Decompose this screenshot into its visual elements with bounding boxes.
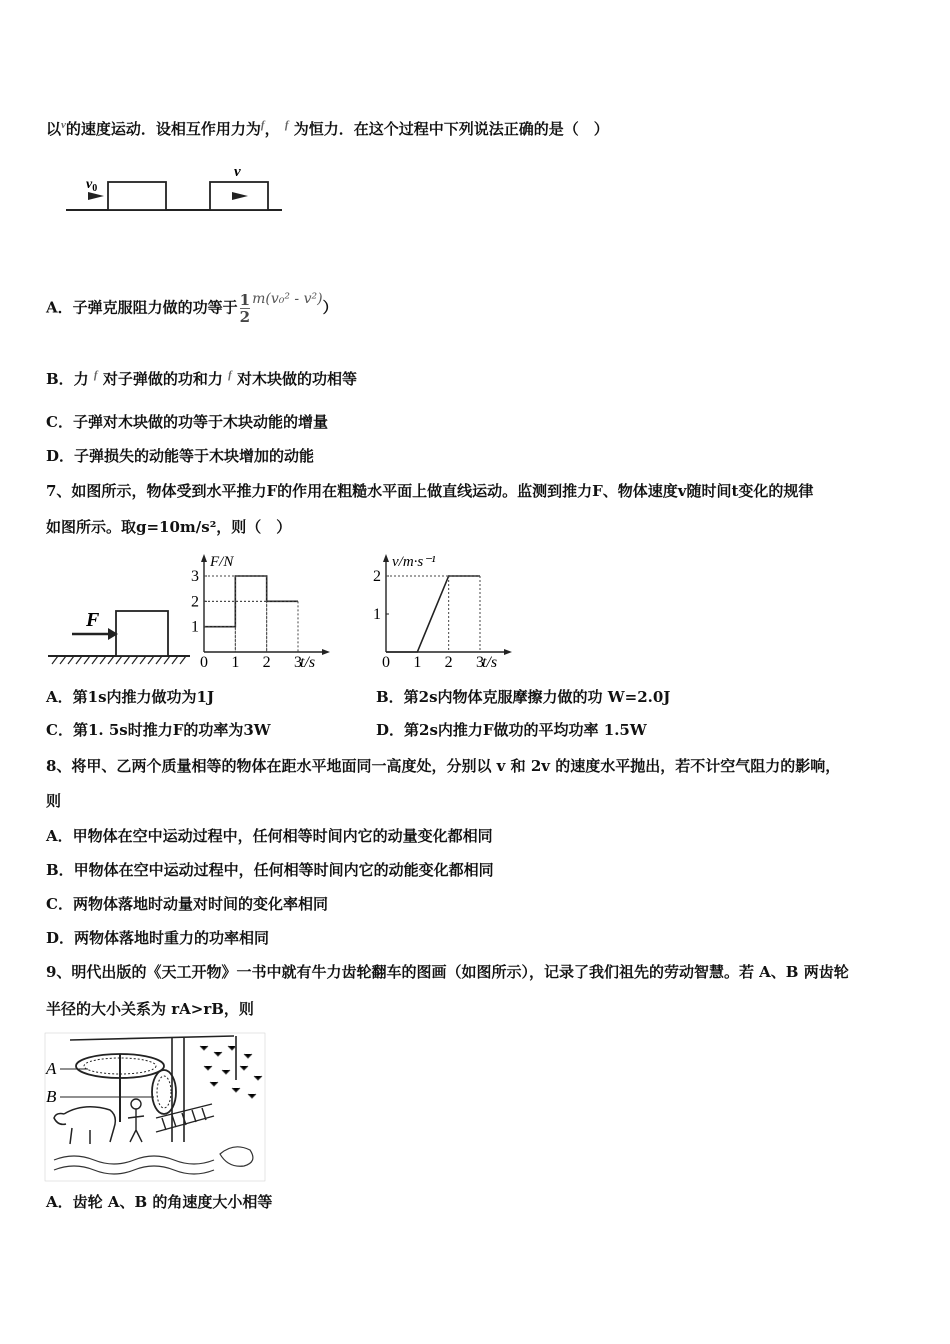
q7-ground-hatch: [52, 656, 186, 664]
q8-stem-line1: 8、将甲、乙两个质量相等的物体在距水平地面同一高度处，分别以 v 和 2v 的速度水平抛出，若不计空气阻力的影响，: [46, 757, 841, 775]
q9-stem-line2: 半径的大小关系为 rA>rB，则: [46, 1000, 254, 1018]
v-chart-x-tick-2: 2: [444, 654, 453, 668]
q6-option-b-f2: f: [228, 369, 232, 381]
q6-option-c: C．子弹对木块做的功等于木块动能的增量: [46, 413, 328, 431]
q6-option-a-text: A．子弹克服阻力做的功等于: [46, 298, 238, 317]
q6-var-v: v: [61, 119, 66, 131]
q6-block-left: [108, 182, 166, 210]
q7-option-a: A．第1s内推力做功为1J: [46, 688, 215, 706]
q6-bullet-block-figure: [60, 160, 290, 220]
f-chart-x-axis-arrow: [322, 649, 330, 655]
q7-velocity-time-chart: [368, 544, 528, 668]
f-chart-x-tick-2: 2: [262, 654, 271, 668]
f-chart-x-label: t/s: [300, 654, 316, 668]
q6-stem-part-b: 的速度运动．设相互作用力为: [65, 120, 261, 138]
q9-label-a: A: [46, 1059, 57, 1078]
q6-stem: [46, 114, 609, 140]
q6-var-f: f: [260, 119, 265, 131]
v-chart-y-tick-0: 1: [373, 606, 381, 623]
v-chart-series-line: [386, 576, 480, 652]
q6-stem-part-a: 以: [46, 120, 62, 138]
q9-water: [54, 1147, 253, 1174]
q6-comma: ，: [264, 120, 280, 138]
f-chart-y-axis-arrow: [201, 554, 207, 562]
f-chart-series-line: [204, 576, 298, 627]
q9-ox: [54, 1107, 115, 1144]
q8-option-c: C．两物体落地时动量对时间的变化率相同: [46, 895, 328, 913]
q7-block: [116, 611, 168, 656]
q6-var-f-2: f: [284, 119, 289, 131]
q6-frac-num: 1: [239, 291, 251, 309]
q7-stem-line2: 如图所示。取g=10m/s²，则（ ）: [46, 518, 292, 536]
f-chart-y-tick-1: 2: [191, 593, 199, 611]
q6-option-b-f1: f: [93, 369, 98, 381]
v-chart-y-axis-arrow: [383, 554, 389, 562]
q6-option-a: [46, 292, 338, 325]
q6-frac-den: 2: [239, 308, 251, 326]
q9-label-b: B: [46, 1087, 57, 1106]
q6-option-a-close: ）: [322, 298, 338, 317]
q7-option-c: C．第1. 5s时推力F的功率为3W: [46, 721, 271, 739]
q8-option-d: D．两物体落地时重力的功率相同: [46, 929, 270, 947]
q7-stem-line1: 7、如图所示，物体受到水平推力F的作用在粗糙水平面上做直线运动。监测到推力F、物体速度v随时间t变化的规律: [46, 482, 814, 500]
v-chart-x-axis-arrow: [504, 649, 512, 655]
v-chart-x-tick-1: 1: [413, 654, 422, 668]
q6-option-a-expression: m(v₀² - v²): [252, 290, 323, 307]
f-chart-x-tick-1: 1: [231, 654, 240, 668]
q9-worker: [128, 1099, 144, 1142]
q6-fig-v0-label: $v_0$: [86, 177, 98, 194]
q9-gear-waterwheel-illustration: [44, 1032, 266, 1182]
v-chart-y-label: v/m·s⁻¹: [392, 554, 436, 570]
q6-option-b-part-c: 对木块做的功相等: [236, 370, 357, 388]
q6-option-d: D．子弹损失的动能等于木块增加的动能: [46, 447, 315, 465]
q7-option-b: B．第2s内物体克服摩擦力做的功 W=2.0J: [376, 688, 671, 706]
f-chart-x-tick-3: 3: [294, 654, 302, 668]
f-chart-y-tick-0: 1: [191, 618, 199, 636]
q6-fig-v-label: v: [234, 164, 241, 180]
q6-option-b: [46, 364, 357, 390]
q9-crops: [200, 1046, 262, 1098]
q6-stem-part-c: 为恒力．在这个过程中下列说法正确的是（ ）: [293, 120, 609, 138]
q9-gear-a: [76, 1054, 164, 1122]
q9-stem-line1: 9、明代出版的《天工开物》一书中就有牛力齿轮翻车的图画（如图所示），记录了我们祖先的劳动智慧。若 A、B 两齿轮: [46, 963, 849, 981]
v-chart-y-tick-1: 2: [373, 568, 381, 585]
q6-option-b-part-a: B．力: [46, 370, 89, 388]
q8-option-a: A．甲物体在空中运动过程中，任何相等时间内它的动量变化都相同: [46, 827, 493, 845]
q7-force-time-chart: [186, 544, 346, 668]
f-chart-y-label: F/N: [210, 554, 234, 570]
q8-option-b: B．甲物体在空中运动过程中，任何相等时间内它的动能变化都相同: [46, 861, 494, 879]
q7-option-d: D．第2s内推力F做功的平均功率 1.5W: [376, 721, 647, 739]
q6-option-b-part-b: 对子弹做的功和力: [102, 370, 223, 388]
q8-stem-line2: 则: [46, 792, 62, 810]
q9-option-a: A．齿轮 A、B 的角速度大小相等: [46, 1193, 273, 1211]
f-chart-x-tick-0: 0: [200, 654, 208, 668]
v-chart-x-label: t/s: [482, 654, 498, 668]
f-chart-y-tick-2: 3: [191, 568, 199, 585]
v-chart-x-tick-0: 0: [382, 654, 390, 668]
q6-option-a-fraction: [240, 292, 250, 325]
v-chart-x-tick-3: 3: [476, 654, 484, 668]
q7-block-figure: [44, 596, 194, 666]
q7-force-label: F: [86, 609, 100, 631]
